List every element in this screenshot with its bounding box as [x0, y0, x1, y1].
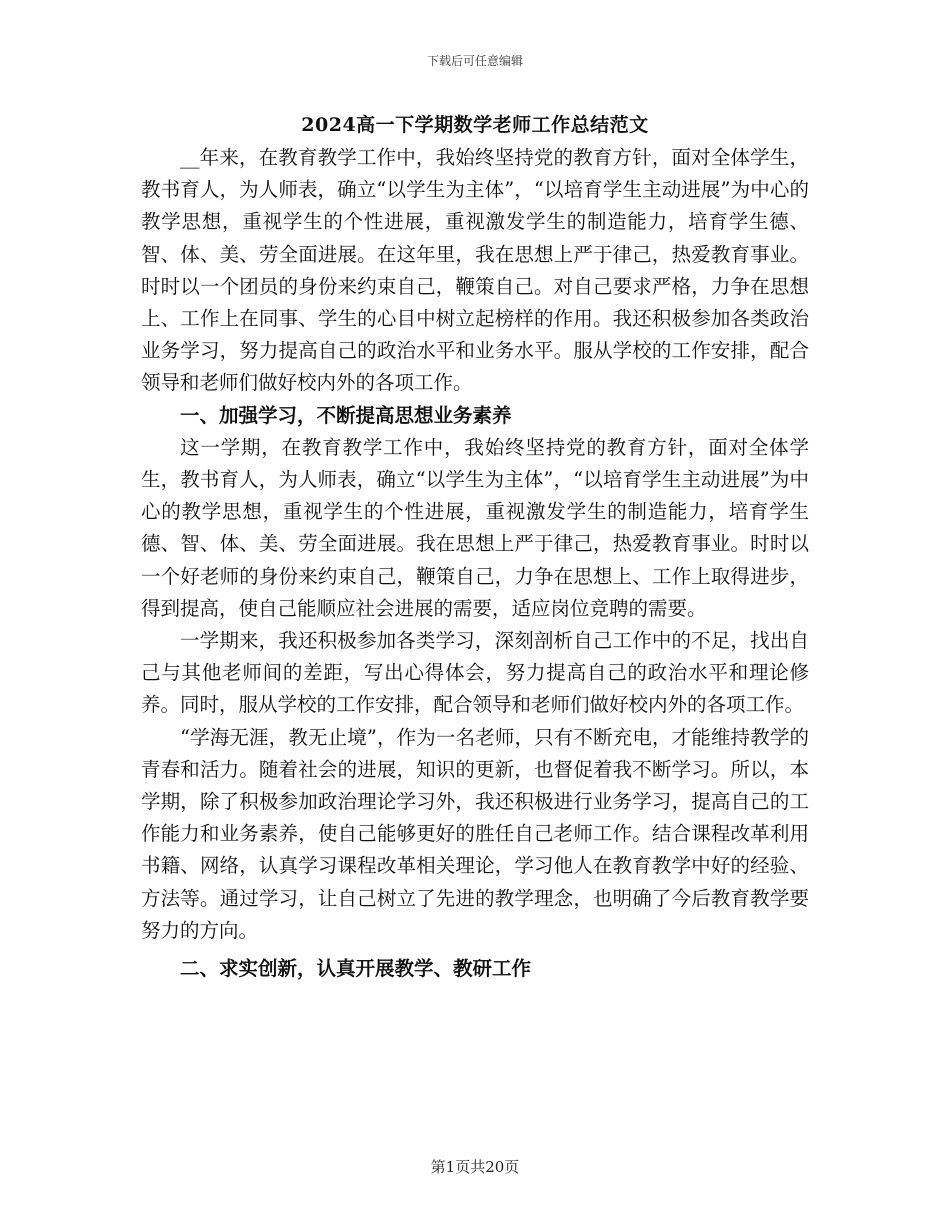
intro-paragraph: __年来，在教育教学工作中，我始终坚持党的教育方针，面对全体学生，教书育人，为人师表，确立“以学生为主体”，“以培育学生主动进展”为中心的教学思想，重视学生的个性进展，重视激发学生的制造能力，培育学生德、智、体、美、劳全面进展。在这年里，我在思想上严于律己，热爱教育事业。时时以一个团员的身份来约束自己，鞭策自己。对自己要求严格，力争在思想上、工作上在同事、学生的心目中树立起榜样的作用。我还积极参加各类政治业务学习，努力提高自己的政治水平和业务水平。服从学校的工作安排，配合领导和老师们做好校内外的各项工作。 [141, 146, 809, 395]
page-number: 第1页共20页 [430, 1158, 520, 1176]
section-1-heading: 一、加强学习，不断提高思想业务素养 [180, 403, 512, 427]
document-title: 2024高一下学期数学老师工作总结范文 [301, 114, 649, 136]
document-body [141, 142, 809, 985]
page-header-note: 下载后可任意编辑 [426, 54, 523, 68]
section-1-paragraph-2: 一学期来，我还积极参加各类学习，深刻剖析自己工作中的不足，找出自己与其他老师间的差距，写出心得体会，努力提高自己的政治水平和理论修养。同时，服从学校的工作安排，配合领导和老师们做好校内外的各项工作。 [141, 629, 809, 717]
section-2-heading: 二、求实创新，认真开展教学、教研工作 [180, 957, 532, 981]
section-1-paragraph-1: 这一学期，在教育教学工作中，我始终坚持党的教育方针，面对全体学生，教书育人，为人师表，确立“以学生为主体”，“以培育学生主动进展”为中心的教学思想，重视学生的个性进展，重视激发学生的制造能力，培育学生德、智、体、美、劳全面进展。我在思想上严于律己，热爱教育事业。时时以一个好老师的身份来约束自己，鞭策自己，力争在思想上、工作上取得进步，得到提高，使自己能顺应社会进展的需要，适应岗位竞聘的需要。 [141, 435, 809, 620]
section-1-paragraph-3: “学海无涯，教无止境”，作为一名老师，只有不断充电，才能维持教学的青春和活力。随着社会的进展，知识的更新，也督促着我不断学习。所以，本学期，除了积极参加政治理论学习外，我还积极进行业务学习，提高自己的工作能力和业务素养，使自己能够更好的胜任自己老师工作。结合课程改革利用书籍、网络，认真学习课程改革相关理论，学习他人在教育教学中好的经验、方法等。通过学习，让自己树立了先进的教学理念，也明确了今后教育教学要努力的方向。 [141, 725, 809, 942]
